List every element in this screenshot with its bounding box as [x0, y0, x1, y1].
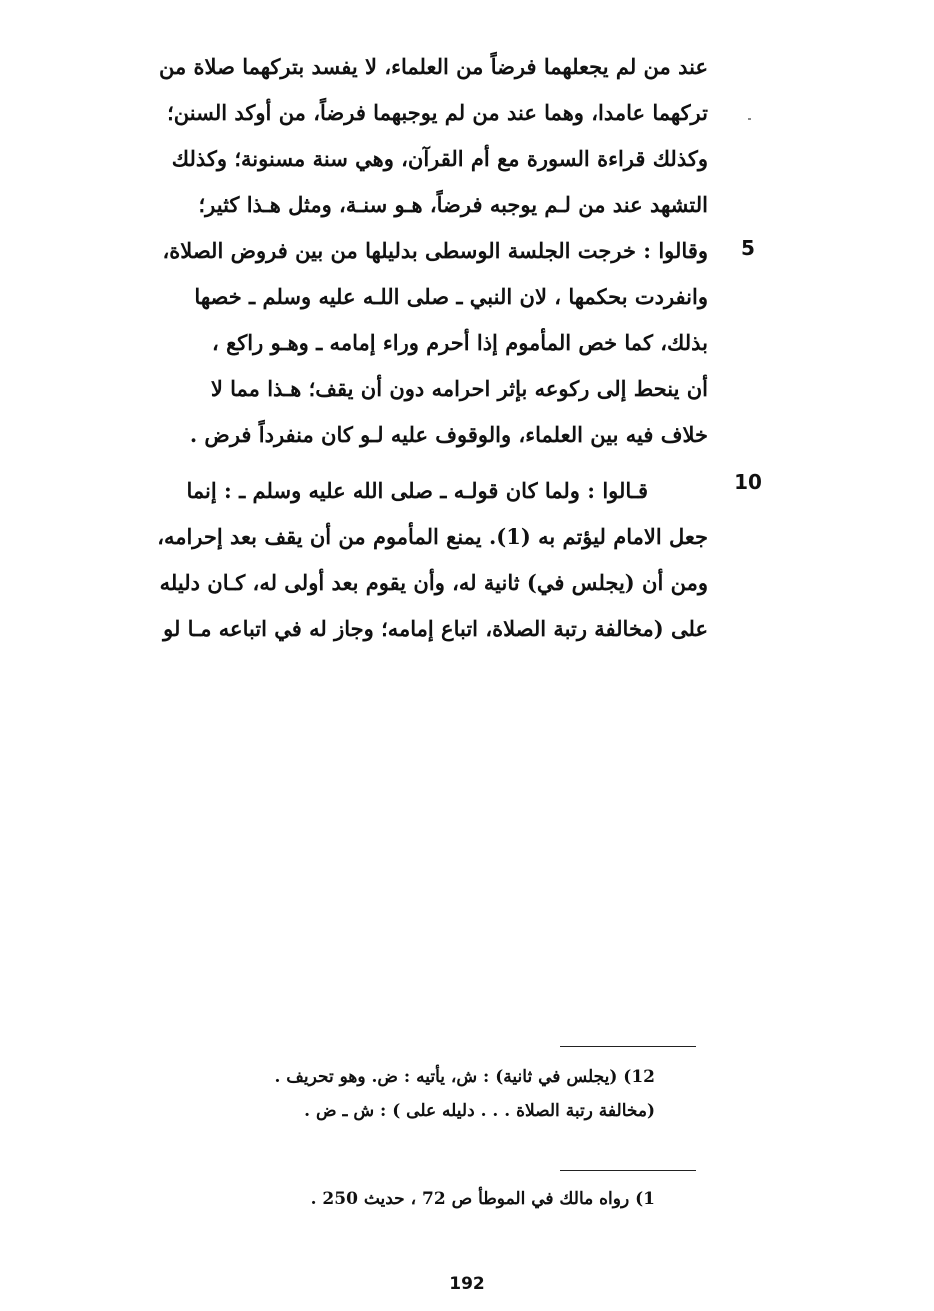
text-line: عند من لم يجعلهما فرضاً من العلماء، لا يفسد بتركهما صلاة من: [158, 54, 708, 79]
footnote-line: 12) (يجلس في ثانية) : ش، يأتيه : ض. وهو تحريف .: [274, 1067, 655, 1087]
variant-notes: [150, 1060, 655, 1128]
text-line: أن ينحط إلى ركوعه بإثر احرامه دون أن يقف؛ هـذا مما لا: [210, 376, 708, 401]
text-line: بذلك، كما خص المأموم إذا أحرم وراء إمامه ـ وهـو راكع ،: [212, 330, 708, 355]
footnote-separator: [560, 1046, 696, 1047]
footnote-separator: [560, 1170, 696, 1171]
footnote-line: 1) رواه مالك في الموطأ ص 72 ، حديث 250 .: [310, 1189, 655, 1209]
reference-notes: [150, 1182, 655, 1216]
line-number-5: 5: [741, 236, 755, 260]
scan-speck: [748, 118, 751, 120]
text-line: وقالوا : خرجت الجلسة الوسطى بدليلها من بين فروض الصلاة،: [162, 238, 708, 263]
line-number-10: 10: [734, 470, 762, 494]
main-text-block: [60, 44, 708, 652]
text-line: خلاف فيه بين العلماء، والوقوف عليه لـو كان منفرداً فرض .: [189, 422, 708, 447]
text-line: تركهما عامدا، وهما عند من لم يوجبهما فرضاً، من أوكد السنن؛: [167, 100, 708, 125]
text-line: ومن أن (يجلس في) ثانية له، وأن يقوم بعد أولى له، كـان دليله: [159, 570, 708, 595]
text-line: على (مخالفة رتبة الصلاة، اتباع إمامه؛ وجاز له في اتباعه مـا لو: [163, 616, 708, 641]
text-line: وانفردت بحكمها ، لان النبي ـ صلى اللـه عليه وسلم ـ خصها: [194, 284, 708, 309]
text-line: التشهد عند من لـم يوجبه فرضاً، هـو سنـة، ومثل هـذا كثير؛: [198, 192, 708, 217]
page-number: 192: [449, 1274, 485, 1294]
text-line: قـالوا : ولما كان قولـه ـ صلى الله عليه وسلم ـ : إنما: [186, 478, 648, 503]
footnote-line: (مخالفة رتبة الصلاة . . . دليله على ) : ش ـ ض .: [304, 1101, 655, 1121]
text-line: جعل الامام ليؤتم به (1). يمنع المأموم من أن يقف بعد إحرامه،: [157, 524, 708, 549]
text-line: وكذلك قراءة السورة مع أم القرآن، وهي سنة مسنونة؛ وكذلك: [171, 146, 708, 171]
